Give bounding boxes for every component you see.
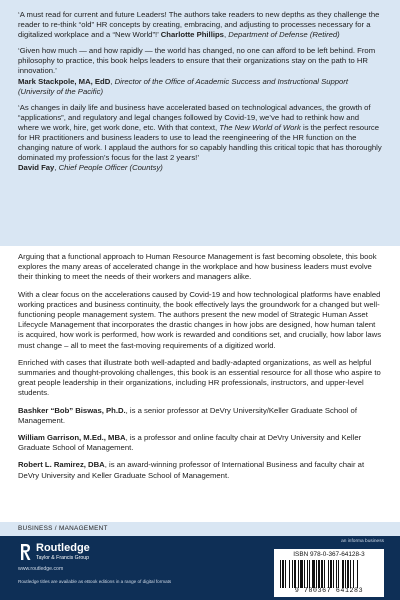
- book-title-inline: The New World of Work: [219, 122, 301, 132]
- barcode-bar: [330, 560, 332, 588]
- book-description: [18, 252, 382, 488]
- barcode-bar: [289, 560, 290, 588]
- barcode-bar: [316, 560, 317, 588]
- barcode-bar: [312, 560, 315, 588]
- publisher-group: Taylor & Francis Group: [36, 555, 90, 561]
- endorser-name: Charlotte Phillips: [160, 30, 224, 40]
- publisher-name: Routledge: [36, 542, 90, 554]
- barcode-bar: [300, 560, 303, 588]
- endorser-role: Department of Defense (Retired): [228, 30, 340, 40]
- barcode-bar: [282, 560, 284, 588]
- author-name: Robert L. Ramirez, DBA: [18, 460, 105, 470]
- publisher-footer: [0, 536, 400, 600]
- barcode-bar: [285, 560, 286, 588]
- routledge-r-icon: [18, 542, 32, 562]
- barcode-bar: [294, 560, 296, 588]
- barcode-bar: [324, 560, 325, 588]
- endorsement-quote: ‘Given how much — and how rapidly — the world has changed, no one can afford to be left behind. From philosophy to practice, this book helps leaders to ensure that their organizations stay on the path to HR innovation.’ Mark Stackpole, MA, EdD, Director of the Office of Academic Success and Instructional Support (University of the Pacific): [18, 46, 376, 96]
- barcode-bar: [357, 560, 358, 588]
- endorser-name: Mark Stackpole, MA, EdD: [18, 76, 111, 86]
- barcode-bar: [307, 560, 308, 588]
- author-name: William Garrison, M.Ed., MBA: [18, 433, 126, 443]
- barcode-bar: [280, 560, 281, 588]
- barcode-bar: [338, 560, 339, 588]
- barcode-bar: [292, 560, 293, 588]
- category-band: [0, 522, 400, 536]
- endorsements-panel: [0, 0, 400, 246]
- endorsement-quote: ‘As changes in daily life and business have accelerated based on technological advances, the growth of “applications”, and regulatory and legal changes followed by Covid-19, we’ve had to rethink how and where we work, hire, get work done, etc. With that context, The New World of Work is the perfect resource for HR practitioners and business leaders to use to lead the reengineering of the HR function on the changing nature of work. I applaud the authors for so capably handling this critical topic that has thoroughly dominated my profession’s focus for the last 2 years!’ David Fay, Chief People Officer (Countsy): [18, 102, 382, 173]
- ean-digits: 9 780367 641283: [294, 587, 364, 594]
- barcode-bar: [318, 560, 320, 588]
- description-paragraph: Arguing that a functional approach to Human Resource Management is fast becoming obsolete, this book explores the many areas of accelerated change in the workplace and how business leaders must evolve their thinking to meet the needs of their workers and managers alike.: [18, 252, 377, 282]
- barcode-bar: [298, 560, 299, 588]
- endorser-role: Director of the Office of Academic Success and Instructional Support (University of the Pacific): [18, 76, 349, 96]
- barcode-bar: [304, 560, 305, 588]
- author-bio: Robert L. Ramirez, DBA, is an award-winning professor of International Business and faculty chair at DeVry University and Keller Graduate School of Management.: [18, 460, 365, 480]
- author-name: Bashker “Bob” Biswas, Ph.D.: [18, 405, 126, 415]
- informa-tag: an informa business: [341, 539, 384, 544]
- description-paragraph: Enriched with cases that illustrate both well-adapted and badly-adapted organizations, as well as helpful summaries and thought-provoking challenges, this book is an essential resource for all those who aspire to great people leadership in their organizations, including HR professionals, instructors, and upper-level students.: [18, 357, 381, 398]
- barcode-bar: [345, 560, 346, 588]
- barcode-bar: [333, 560, 334, 588]
- barcode-bars: [280, 560, 378, 588]
- isbn-label: ISBN 978-0-367-64128-3: [293, 551, 365, 558]
- endorser-name: David Fay: [18, 163, 55, 173]
- author-bio: William Garrison, M.Ed., MBA, is a professor and online faculty chair at DeVry University and Keller Graduate School of Management.: [18, 433, 362, 453]
- barcode-bar: [347, 560, 349, 588]
- barcode-bar: [350, 560, 351, 588]
- barcode-bar: [342, 560, 344, 588]
- barcode-bar: [309, 560, 310, 588]
- publisher-website[interactable]: www.routledge.com: [18, 566, 64, 572]
- barcode-bar: [353, 560, 354, 588]
- category-label: BUSINESS / MANAGEMENT: [18, 525, 108, 532]
- ebook-note: Routledge titles are available as eBook editions in a range of digital formats: [18, 579, 172, 584]
- barcode-bar: [321, 560, 323, 588]
- description-paragraph: With a clear focus on the accelerations caused by Covid-19 and how technological platforms have enabled working practices and business continuity, the book effectively lays the groundwork for a changed but well-functioning people management system. The authors present the new model of Strategic Human Asset Lifecycle Management that incorporates the drastic changes in how jobs are designed, how human talent is acquired, how work is performed, how work is rewarded and conditions set, and crucially, how labor laws must change – all to meet the fast-moving requirements of a digitized world.: [18, 289, 382, 350]
- endorsement-quote: ‘A must read for current and future Leaders! The authors take readers to new depths as they challenge the reader to re-think “old” HR concepts by creating, embracing, and adjusting to processes necessary for a digitalized workplace and a “New World”!’ Charlotte Phillips, Department of Defense (Retired): [18, 10, 380, 40]
- endorser-role: Chief People Officer (Countsy): [58, 163, 163, 173]
- barcode-bar: [336, 560, 337, 588]
- barcode-bar: [328, 560, 329, 588]
- author-bio: Bashker “Bob” Biswas, Ph.D., is a senior professor at DeVry University/Keller Graduate School of Management.: [18, 405, 357, 425]
- barcode: [274, 549, 384, 597]
